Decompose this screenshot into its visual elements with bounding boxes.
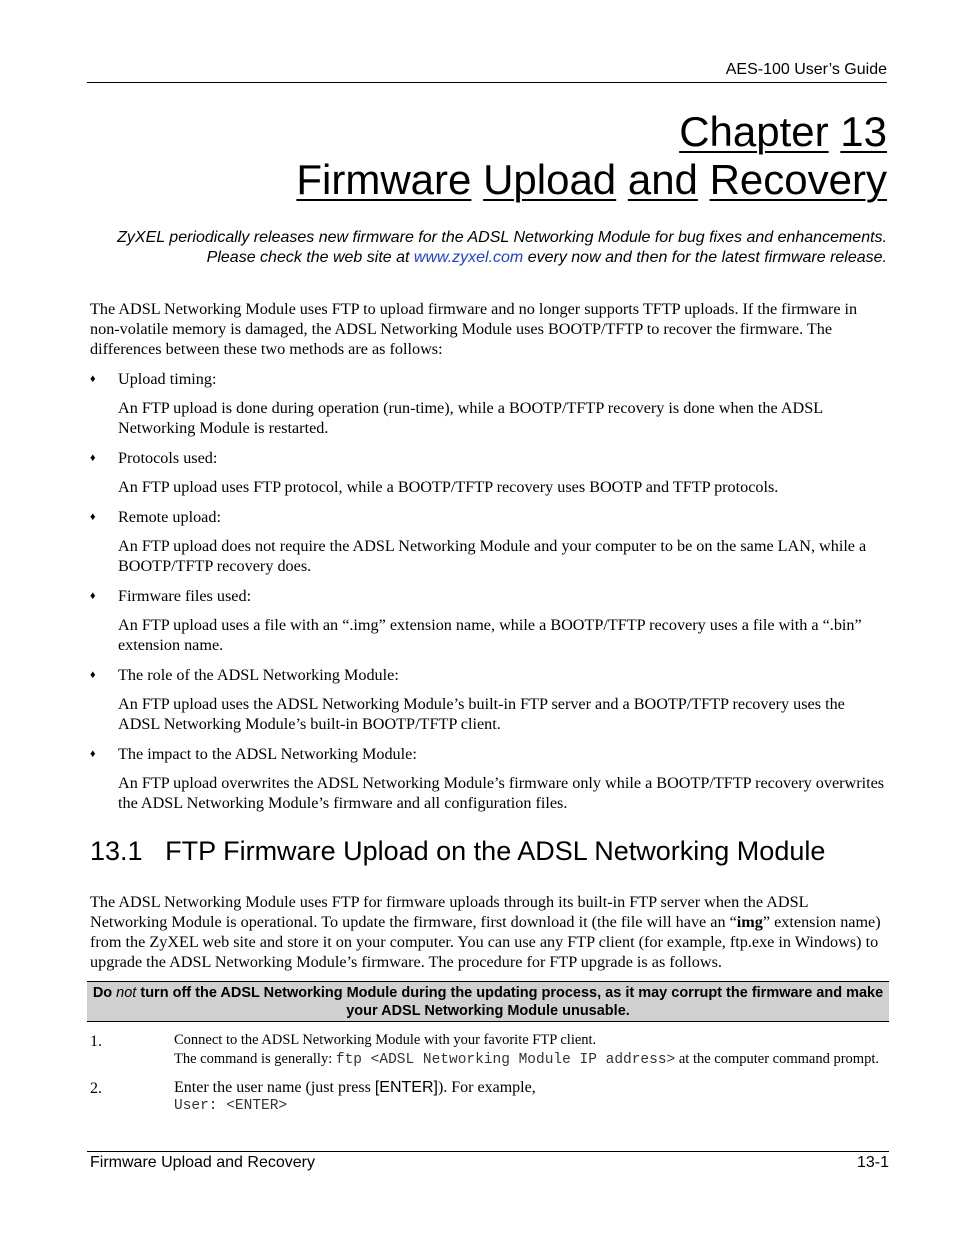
- guide-title: AES-100 User’s Guide: [725, 61, 887, 78]
- chapter-title-word-2: Upload: [483, 156, 617, 203]
- step-number: 2.: [90, 1080, 102, 1097]
- step-number: 1.: [90, 1033, 102, 1050]
- page-number: 13-1: [856, 1154, 889, 1171]
- section-paragraph: [90, 892, 887, 972]
- difference-label: Remote upload:: [118, 508, 221, 526]
- differences-list: [90, 369, 887, 823]
- enter-key-label: [ENTER]: [374, 1079, 438, 1096]
- step-content: [174, 1078, 887, 1116]
- difference-description: An FTP upload uses a file with an “.img” extension name, while a BOOTP/TFTP recovery uses a file with a “.bin” extension name.: [118, 616, 862, 654]
- chapter-title-word-4: Recovery: [709, 156, 887, 203]
- img-extension-text: img: [736, 913, 763, 931]
- difference-label: The impact to the ADSL Networking Module:: [118, 745, 417, 763]
- difference-label: Firmware files used:: [118, 587, 252, 605]
- diamond-bullet-icon: ♦: [90, 452, 96, 464]
- list-item: [90, 369, 887, 438]
- note-not: not: [116, 985, 137, 1001]
- zyxel-website-link[interactable]: www.zyxel.com: [413, 249, 524, 266]
- difference-description: An FTP upload is done during operation (run-time), while a BOOTP/TFTP recovery is done when the ADSL Networking Module is restarted.: [118, 399, 823, 437]
- section-heading: [90, 836, 825, 867]
- chapter-title-word-1: Firmware: [296, 156, 472, 203]
- note-rest: turn off the ADSL Networking Module during the updating process, as it may corrupt the firmware and make your ADSL Networking Module unusable.: [136, 985, 884, 1019]
- diamond-bullet-icon: ♦: [90, 748, 96, 760]
- intro-text-before-link: ZyXEL periodically releases new firmware for the ADSL Networking Module for bug fixes and enhancements. Please check the web site at: [117, 229, 887, 266]
- note-do: Do: [92, 985, 117, 1001]
- step-item: [90, 1078, 887, 1116]
- difference-description: An FTP upload does not require the ADSL Networking Module and your computer to be on the same LAN, while a BOOTP/TFTP recovery does.: [118, 537, 867, 575]
- list-item: [90, 586, 887, 655]
- diamond-bullet-icon: ♦: [90, 669, 96, 681]
- list-item: [90, 507, 887, 576]
- chapter-heading-line-2: [296, 156, 887, 204]
- step-line: [174, 1078, 887, 1097]
- user-prompt-code: User: <ENTER>: [174, 1098, 288, 1114]
- ftp-command-code: ftp <ADSL Networking Module IP address>: [335, 1052, 676, 1068]
- section-number: 13.1: [90, 836, 143, 866]
- difference-label: Upload timing:: [118, 370, 217, 388]
- step-content: [174, 1031, 887, 1070]
- chapter-heading-line-1: [296, 108, 887, 156]
- difference-description: An FTP upload uses FTP protocol, while a BOOTP/TFTP recovery uses BOOTP and TFTP protocols.: [118, 478, 779, 496]
- diamond-bullet-icon: ♦: [90, 511, 96, 523]
- difference-description: An FTP upload overwrites the ADSL Networking Module’s firmware only while a BOOTP/TFTP recovery overwrites the ADSL Networking Module’s firmware and all configuration files.: [118, 774, 885, 812]
- list-item: [90, 448, 887, 497]
- warning-note: [87, 981, 889, 1022]
- section-title: FTP Firmware Upload on the ADSL Networking Module: [165, 836, 826, 866]
- diamond-bullet-icon: ♦: [90, 373, 96, 385]
- overview-paragraph: The ADSL Networking Module uses FTP to upload firmware and no longer supports TFTP uploads. If the firmware in non-volatile memory is damaged, the ADSL Networking Module uses BOOTP/TFTP to recover the firmware. The differences between these two methods are as follows:: [90, 300, 858, 358]
- chapter-title-word-3: and: [627, 156, 698, 203]
- chapter-word: Chapter: [679, 108, 829, 155]
- header-divider: [87, 82, 887, 83]
- footer-chapter-title: Firmware Upload and Recovery: [90, 1154, 315, 1171]
- difference-label: Protocols used:: [118, 449, 218, 467]
- difference-label: The role of the ADSL Networking Module:: [118, 666, 399, 684]
- step-text: at the computer command prompt.: [675, 1051, 879, 1067]
- chapter-intro: [90, 228, 887, 268]
- diamond-bullet-icon: ♦: [90, 590, 96, 602]
- step-text: Enter the user name (just press: [174, 1079, 375, 1096]
- section-text-after: ” extension name) from the ZyXEL web site and store it on your computer. You can use any FTP client (for example, ftp.exe in Windows) to upgrade the ADSL Networking Module’s firmware. The procedure for FTP upgrade is as follows.: [90, 913, 881, 971]
- step-text: ). For example,: [437, 1079, 536, 1096]
- difference-description: An FTP upload uses the ADSL Networking Module’s built-in FTP server and a BOOTP/TFTP recovery uses the ADSL Networking Module’s built-in BOOTP/TFTP client.: [118, 695, 845, 733]
- intro-text-after-link: every now and then for the latest firmware release.: [523, 249, 887, 266]
- chapter-heading: [296, 108, 887, 204]
- chapter-number: 13: [840, 108, 887, 155]
- list-item: [90, 665, 887, 734]
- procedure-steps: [90, 1031, 887, 1124]
- footer-divider: [87, 1151, 889, 1152]
- list-item: [90, 744, 887, 813]
- step-text: The command is generally:: [174, 1051, 336, 1067]
- step-line: [174, 1050, 887, 1070]
- step-item: [90, 1031, 887, 1070]
- section-text-before: The ADSL Networking Module uses FTP for firmware uploads through its built-in FTP server when the ADSL Networking Module is operational. To update the firmware, first download it (the file will have an “: [90, 893, 808, 931]
- step-line: Connect to the ADSL Networking Module with your favorite FTP client.: [174, 1032, 597, 1048]
